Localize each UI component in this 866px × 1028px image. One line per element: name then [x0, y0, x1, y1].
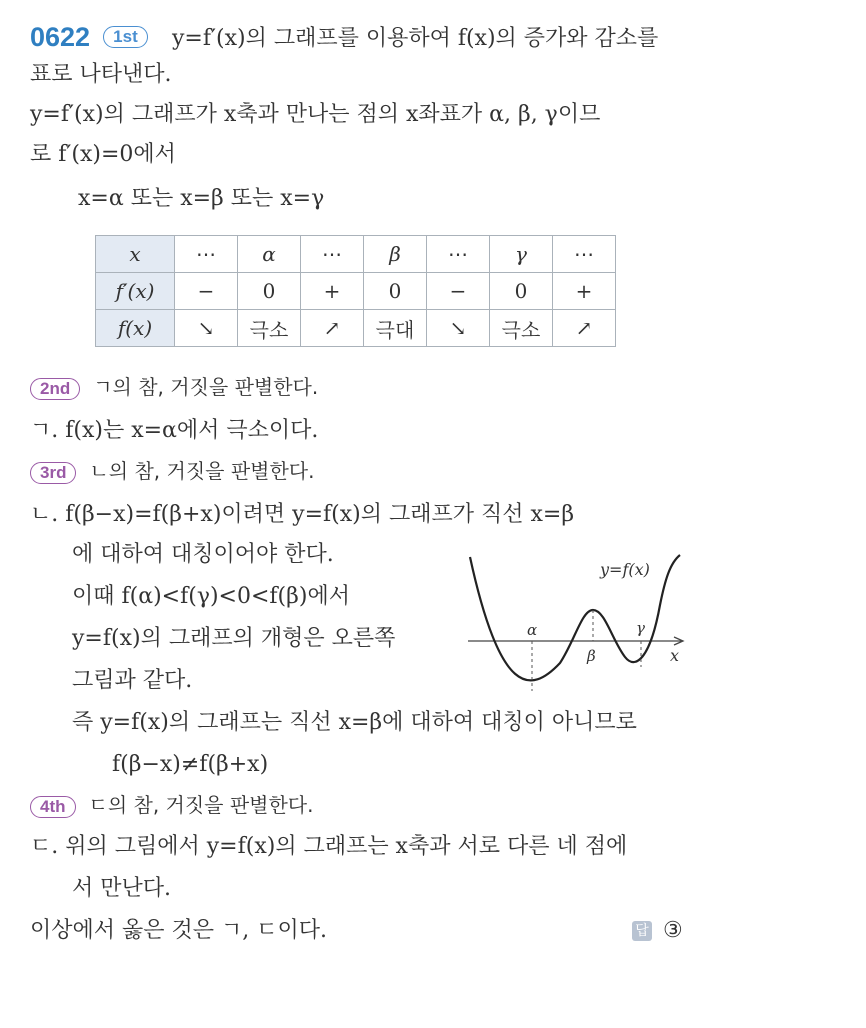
answer-icon: 답	[632, 921, 652, 941]
table-cell: 0	[364, 273, 427, 310]
table-row	[96, 236, 616, 273]
step3-line3: 이때 f(α)<f(γ)<0<f(β)에서	[72, 584, 350, 609]
function-graph	[460, 545, 692, 705]
conclusion-text: 이상에서 옳은 것은 ㄱ, ㄷ이다.	[30, 918, 327, 943]
step1-line1: y=f′(x)의 그래프를 이용하여 f(x)의 증가와 감소를	[172, 26, 659, 51]
step4-heading: ㄷ의 참, 거짓을 판별한다.	[88, 793, 314, 817]
table-cell: f′(x)	[96, 273, 175, 310]
table-cell: 극소	[238, 310, 301, 347]
table-cell: f(x)	[96, 310, 175, 347]
step2-line	[30, 372, 318, 403]
step1-badge: 1st	[103, 26, 148, 48]
step2-heading: ㄱ의 참, 거짓을 판별한다.	[93, 375, 319, 399]
table-cell: ⋯	[175, 236, 238, 273]
problem-number: 0622	[30, 22, 91, 52]
step3-line6: 즉 y=f(x)의 그래프는 직선 x=β에 대하여 대칭이 아니므로	[72, 710, 637, 735]
table-row	[96, 310, 616, 347]
step3-line4: y=f(x)의 그래프의 개형은 오른쪽	[72, 626, 396, 651]
step3-badge: 3rd	[30, 462, 76, 484]
table-cell: 0	[490, 273, 553, 310]
step3-line	[30, 456, 314, 487]
problem-header	[30, 22, 148, 53]
para1-line1: y=f′(x)의 그래프가 x축과 만나는 점의 x좌표가 α, β, γ이므	[30, 102, 601, 127]
table-cell: ↗	[553, 310, 616, 347]
table-cell: −	[427, 273, 490, 310]
step3-heading: ㄴ의 참, 거짓을 판별한다.	[89, 459, 315, 483]
step4-line	[30, 790, 314, 821]
increase-decrease-table	[95, 235, 616, 347]
table-cell: −	[175, 273, 238, 310]
step3-line2: 에 대하여 대칭이어야 한다.	[72, 542, 334, 567]
table-cell: ↘	[427, 310, 490, 347]
step2-badge: 2nd	[30, 378, 80, 400]
gamma-label: γ	[636, 619, 645, 637]
answer-value: ③	[663, 918, 683, 943]
table-cell: ⋯	[301, 236, 364, 273]
table-cell: ↗	[301, 310, 364, 347]
table-cell: ⋯	[427, 236, 490, 273]
table-cell: ↘	[175, 310, 238, 347]
step4-line2: 서 만난다.	[72, 876, 171, 901]
table-cell: 극대	[364, 310, 427, 347]
table-cell: 0	[238, 273, 301, 310]
step3-line5: 그림과 같다.	[72, 668, 193, 693]
x-axis-label: x	[670, 646, 680, 665]
table-row	[96, 273, 616, 310]
step2-text: ㄱ. f(x)는 x=α에서 극소이다.	[30, 418, 319, 443]
table-cell: α	[238, 236, 301, 273]
alpha-label: α	[527, 621, 538, 639]
curve-label: y=f(x)	[600, 560, 650, 579]
para1-line2: 로 f′(x)=0에서	[30, 142, 176, 167]
step3-line1: ㄴ. f(β−x)=f(β+x)이려면 y=f(x)의 그래프가 직선 x=β	[30, 502, 575, 527]
beta-label: β	[587, 647, 596, 665]
para1-line3: x=α 또는 x=β 또는 x=γ	[78, 186, 325, 211]
answer	[632, 916, 683, 946]
step3-line7: f(β−x)≠f(β+x)	[112, 752, 269, 777]
table-cell: +	[553, 273, 616, 310]
step4-badge: 4th	[30, 796, 76, 818]
table-cell: β	[364, 236, 427, 273]
step1-line2: 표로 나타낸다.	[30, 62, 172, 87]
table-cell: 극소	[490, 310, 553, 347]
table-cell: +	[301, 273, 364, 310]
table-cell: γ	[490, 236, 553, 273]
table-cell: ⋯	[553, 236, 616, 273]
table-cell: x	[96, 236, 175, 273]
step4-line1: ㄷ. 위의 그림에서 y=f(x)의 그래프는 x축과 서로 다른 네 점에	[30, 834, 628, 859]
